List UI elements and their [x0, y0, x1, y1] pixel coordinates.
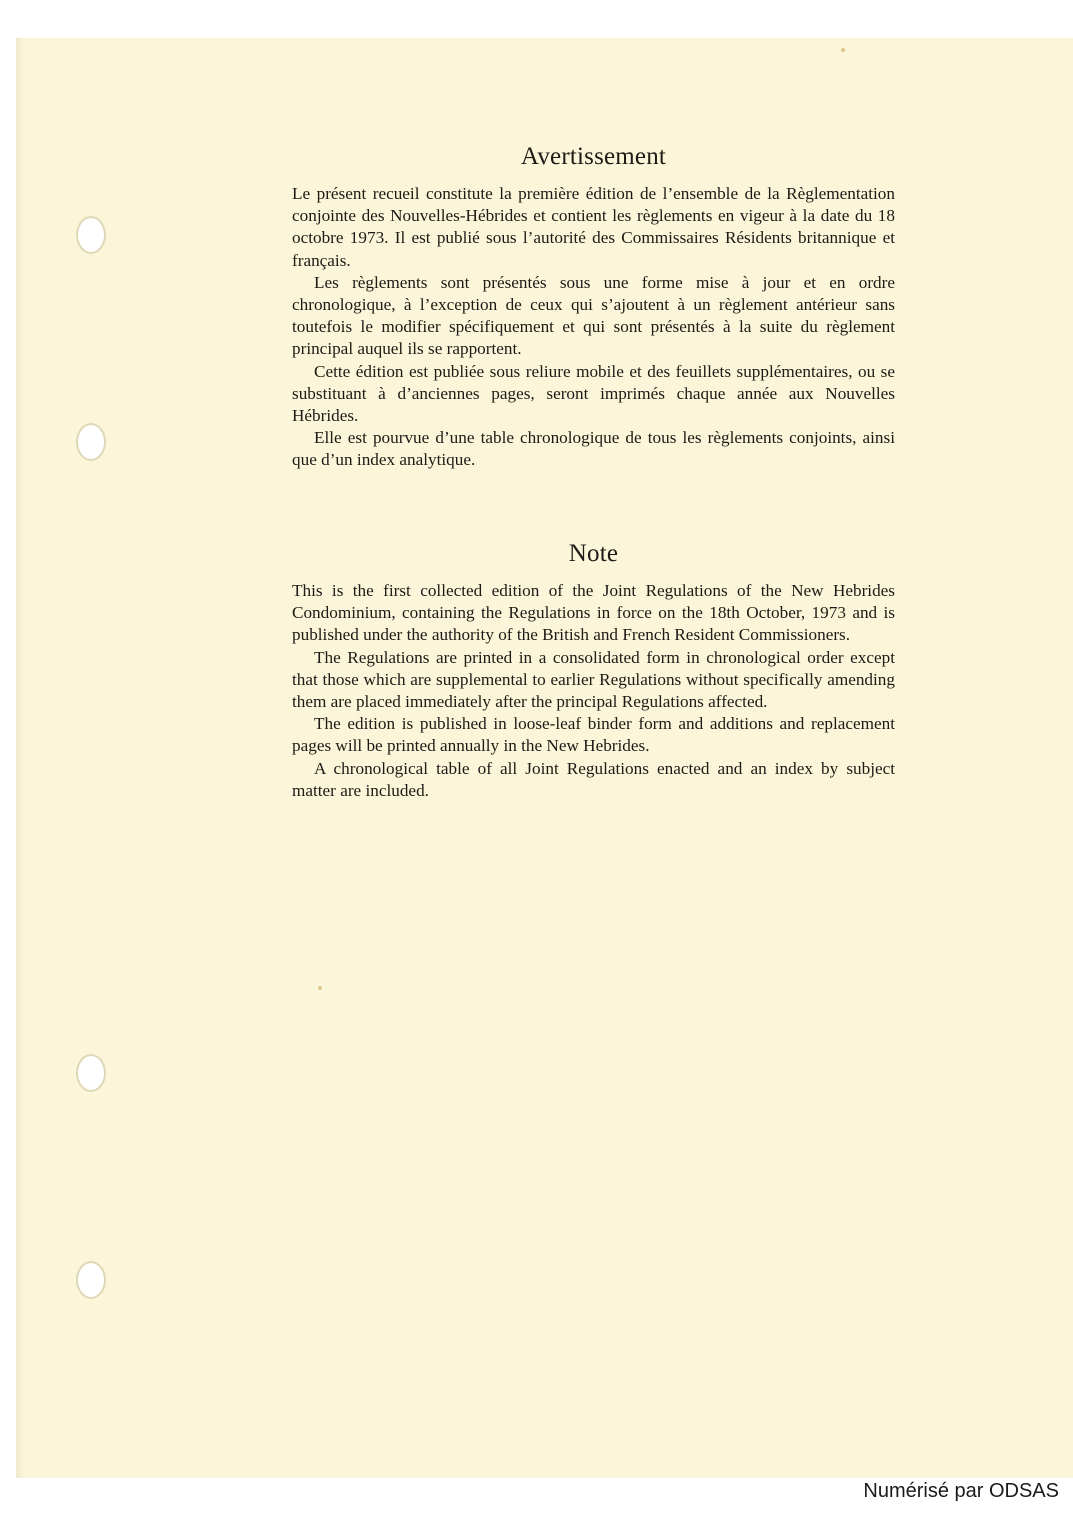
paper-speck	[318, 986, 322, 990]
english-paragraph-2: The Regulations are printed in a consolidated form in chronological order except that those which are supplemental to earlier Regulations without specifically amending them are placed immediately after the principal Regulations affected.	[292, 647, 895, 712]
french-paragraph-3: Cette édition est publiée sous reliure mobile et des feuillets supplémentaires, ou se substituant à d’anciennes pages, seront imprimés chaque année aux Nouvelles Hébrides.	[292, 361, 895, 426]
french-paragraph-4: Elle est pourvue d’une table chronologique de tous les règlements conjoints, ainsi que d’un index analytique.	[292, 428, 895, 470]
french-section	[292, 143, 895, 472]
paper-speck	[841, 48, 845, 52]
french-heading: Avertissement	[520, 143, 667, 170]
english-section	[292, 540, 895, 802]
binder-hole-2	[78, 425, 104, 459]
english-paragraph-1: This is the first collected edition of the Joint Regulations of the New Hebrides Condominium, containing the Regulations in force on the 18th October, 1973 and is published under the authority of the British and French Resident Commissioners.	[292, 581, 895, 645]
french-paragraph-1: Le présent recueil constitute la première édition de l’ensemble de la Règlementation conjointe des Nouvelles-Hébrides et contient les règlements en vigeur à la date du 18 octobre 1973. Il est publié sous l’autorité des Commissaires Résidents britannique et français.	[292, 184, 895, 270]
english-paragraph-4: A chronological table of all Joint Regulations enacted and an index by subject matter are included.	[292, 758, 895, 800]
binder-hole-1	[78, 218, 104, 252]
binder-hole-4	[78, 1263, 104, 1297]
english-heading: Note	[568, 540, 619, 567]
english-paragraph-3: The edition is published in loose-leaf binder form and additions and replacement pages will be printed annually in the New Hebrides.	[292, 714, 895, 756]
scan-credit: Numérisé par ODSAS	[863, 1480, 1059, 1502]
french-paragraph-2: Les règlements sont présentés sous une forme mise à jour et en ordre chronologique, à l’exception de ceux qui s’ajoutent à un règlement antérieur sans toutefois le modifier spécifiquement et qui sont présentés à la suite du règlement principal auquel ils se rapportent.	[292, 272, 895, 359]
binder-hole-3	[78, 1056, 104, 1090]
